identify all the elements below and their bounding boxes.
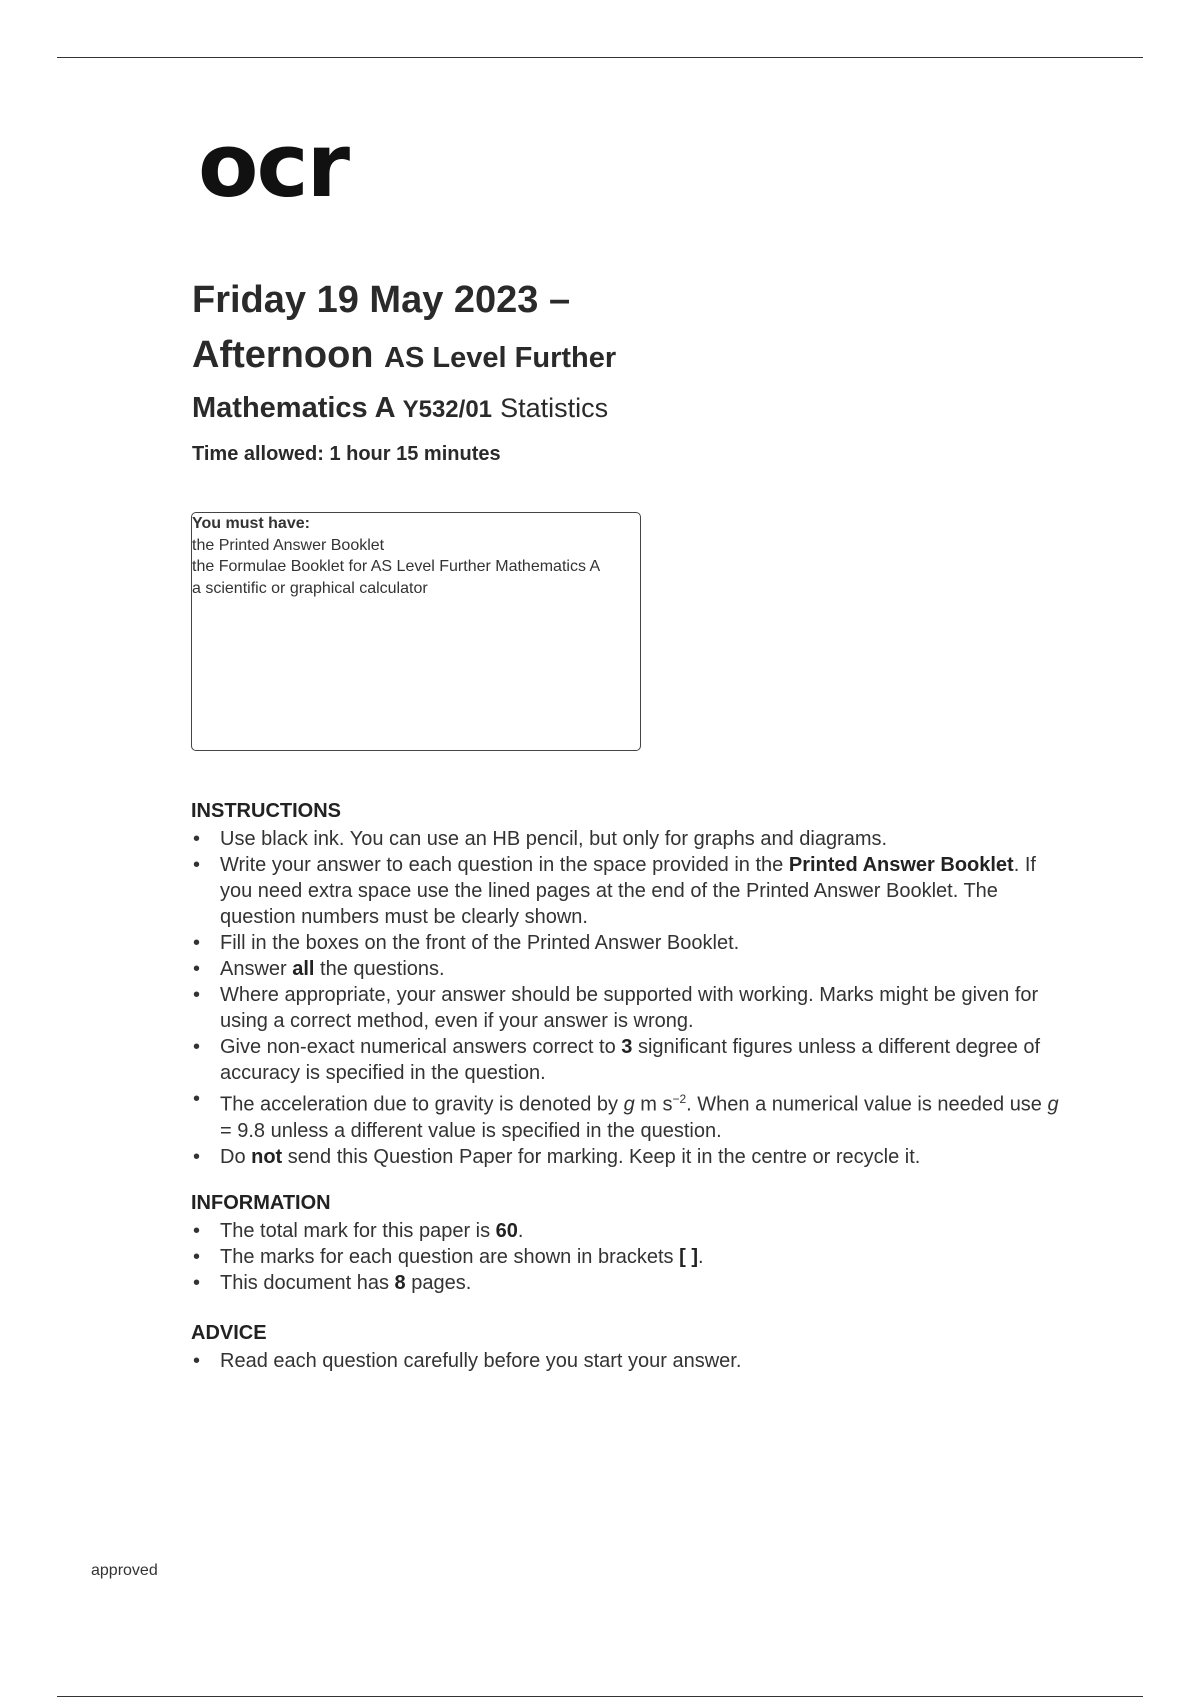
instruction-item: • Fill in the boxes on the front of the Printed Answer Booklet. [193,932,740,954]
instructions-heading: INSTRUCTIONS [191,800,341,822]
must-have-heading: You must have: [192,515,310,532]
must-have-box [191,512,641,751]
instruction-item: • Use black ink. You can use an HB pencil, but only for graphs and diagrams. [193,828,888,850]
information-item: • The total mark for this paper is 60. [193,1220,524,1242]
information-item: • The marks for each question are shown in brackets [ ]. [193,1246,704,1268]
instruction-item: • Write your answer to each question in the space provided in the Printed Answer Booklet. If you need extra space use the lined pages at the end of the Printed Answer Booklet. The question numbers must be clearly shown. [193,854,1036,928]
bottom-rule [57,1696,1143,1697]
instruction-item: • Answer all the questions. [193,958,445,980]
exam-date: Friday 19 May 2023 – [192,279,571,321]
instruction-item: • The acceleration due to gravity is denoted by g m $s^{-2}$. When a numerical value is needed use g = 9.8 unless a different value is specified in the question. [193,1088,1059,1142]
advice-section [191,1322,1071,1374]
approved-label: approved [91,1562,158,1579]
time-allowed: Time allowed: 1 hour 15 minutes [192,443,501,465]
subject: Mathematics A [192,392,395,424]
advice-item: • Read each question carefully before you start your answer. [193,1350,742,1372]
must-have-item: the Printed Answer Booklet [192,536,385,554]
qualification-level: AS Level Further [384,342,617,374]
information-heading: INFORMATION [191,1192,331,1214]
top-rule [57,57,1143,58]
information-item: • This document has 8 pages. [193,1272,472,1294]
instructions-section [191,800,1071,1170]
exam-subject [192,394,992,423]
instruction-item: • Where appropriate, your answer should be supported with working. Marks might be given for using a correct method, even if your answer is wrong. [193,984,1039,1032]
instruction-item: • Do not send this Question Paper for marking. Keep it in the centre or recycle it. [193,1145,921,1168]
session: Afternoon [192,334,374,376]
ocr-logo: ocr [198,114,349,217]
component: Statistics [500,393,609,423]
information-section [191,1192,1071,1296]
paper-code: Y532/01 [402,396,493,423]
exam-session-level [192,336,992,374]
advice-heading: ADVICE [191,1322,267,1344]
must-have-item: the Formulae Booklet for AS Level Further Mathematics A [192,558,601,575]
instruction-item: • Give non-exact numerical answers correct to 3 significant figures unless a different degree of accuracy is specified in the question. [193,1036,1041,1084]
must-have-item: a scientific or graphical calculator [192,579,428,597]
